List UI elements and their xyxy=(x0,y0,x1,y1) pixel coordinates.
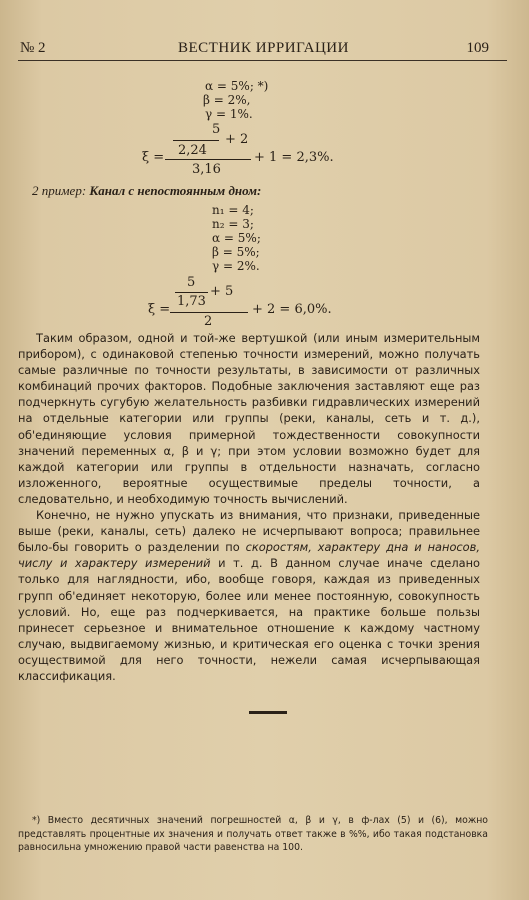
example-label: 2 пример: xyxy=(32,183,87,198)
example-title: Канал с непостоянным дном: xyxy=(89,183,262,198)
page-number: 109 xyxy=(466,40,489,56)
footnote xyxy=(18,814,488,855)
footnote-text: *) Вместо десятичных значений погрешностей α, β и γ, в ф-лах (5) и (6), можно представлять процентные их значения и получать ответ также в %%, ибо такая подстановка равносильна умножению правой части равенства на 100. xyxy=(18,815,488,853)
formula1-values xyxy=(205,79,268,121)
formula-numerator-top: 5 xyxy=(187,275,196,290)
page-header xyxy=(20,40,507,60)
fraction-bar-main xyxy=(170,312,248,313)
formula-line: γ = 1%. xyxy=(205,107,253,121)
formula-numerator-plus: + 2 xyxy=(225,132,249,147)
formula-xi: ξ = xyxy=(142,150,165,165)
formula-numerator-plus: + 5 xyxy=(210,284,234,299)
formula-line: α = 5%; *) xyxy=(205,79,269,93)
formula-denominator: 2 xyxy=(204,314,213,329)
formula-line: γ = 2%. xyxy=(212,259,260,273)
issue-number: № 2 xyxy=(20,40,46,56)
formula-line: α = 5%; xyxy=(212,231,261,245)
header-rule xyxy=(18,60,507,61)
formula-line: β = 5%; xyxy=(212,245,260,259)
formula2-values xyxy=(212,203,261,273)
body-text xyxy=(18,330,480,684)
formula-xi: ξ = xyxy=(148,302,171,317)
paragraph-emphasis: скоростям, характеру дна и наносов, числу и характеру измерений xyxy=(18,540,480,571)
fraction-bar-main xyxy=(165,159,251,160)
paragraph xyxy=(18,507,480,684)
formula-line: β = 2%, xyxy=(203,93,251,107)
formula-denominator: 3,16 xyxy=(192,162,221,177)
formula-tail: + 1 = 2,3%. xyxy=(254,150,334,165)
fraction-bar xyxy=(173,140,219,141)
paragraph-part: и т. д. В данном случае иначе сделано только для наглядности, ибо, вообще говоря, каждая из приведенных групп об'единяет некоторую, более или менее постоянную, совокупность условий. Но, еще раз подчеркивается, на практике больше пользы принесет серьезное и внимательное отношение к каждому частному случаю, выдвигаемому жизнью, и критическая его оценка с точки зрения осуществимой для него точности, нежели самая исчерпывающая классификация. xyxy=(18,556,480,683)
formula-tail: + 2 = 6,0%. xyxy=(252,302,332,317)
journal-title: ВЕСТНИК ИРРИГАЦИИ xyxy=(178,40,349,56)
formula-numerator-top: 5 xyxy=(212,122,221,137)
formula-numerator-denominator: 2,24 xyxy=(178,143,207,158)
formula-line: n₁ = 4; xyxy=(212,203,254,217)
fraction-bar xyxy=(175,292,208,293)
formula-numerator-denominator: 1,73 xyxy=(177,294,206,309)
paragraph: Таким образом, одной и той-же вертушкой (или иным измерительным прибором), с одинаковой степенью точности измерений, можно получать самые различные по точности результаты, в зависимости от различных комбинаций прочих факторов. Подобные заключения заставляют еще раз подчеркнуть сугубую желательность разбивки гидравлических измерений на отдельные категории или группы (реки, каналы, сеть и т. д.), об'единяющие условия примерной тождественности совокупности значений переменных α, β и γ; при этом условии возможно будет для каждой категории или группы в отдельности назначать, согласно изложенного, вероятные осуществимые пределы точности, а следовательно, и необходимую точность вычислений. xyxy=(18,331,480,506)
formula-line: n₂ = 3; xyxy=(212,217,254,231)
paragraph-part: Конечно, не нужно упускать из внимания, что признаки, приведенные выше (реки, каналы, сеть) далеко не исчерпывают вопроса; правильнее было-бы говорить о разделении по xyxy=(18,508,480,555)
example-heading xyxy=(32,183,261,199)
section-divider xyxy=(249,711,287,714)
